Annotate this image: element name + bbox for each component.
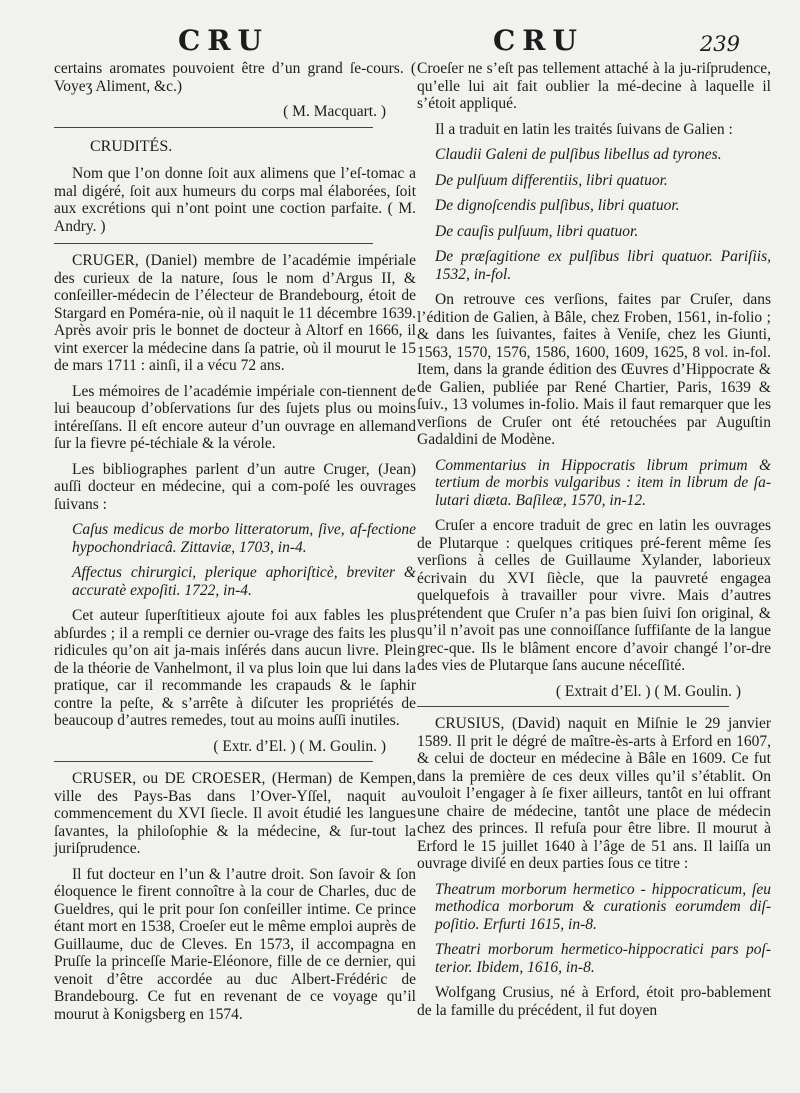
bibliographic-citation: Commentarius in Hippocratis librum primum & tertium de morbis vulgaribus : item in librum de ſa-lutari diæta. Baſileæ, 1570, in-12. xyxy=(435,456,771,509)
author-signature: ( Extrait d’El. ) ( M. Goulin. ) xyxy=(555,682,741,700)
body-paragraph: Cet auteur ſuperſtitieux ajoute foi aux fables les plus abſurdes ; il a rempli ce dernier ou-vrage des faits les plus ridicules qu’on ait ja-mais inſérés dans aucun livre. Plein de la théorie de Vanhelmont, il va plus loin que lui dans la pratique, car il recommande les crapauds & le ſaphir contre la peſte, & s’arrête à diſcuter les propriétés de beaucoup d’autres remedes, tout au moins auſſi inutiles. xyxy=(54,607,416,729)
entry-separator xyxy=(54,761,373,762)
body-paragraph: Wolfgang Crusius, né à Erford, étoit pro-bablement de la famille du précédent, il fut doyen xyxy=(417,984,771,1019)
body-paragraph: Croeſer ne s’eſt pas tellement attaché à la ju-riſprudence, qu’elle lui ait fait oublier la mé-decine à laquelle il s’étoit appliqué. xyxy=(417,60,771,112)
bibliographic-citation: Caſus medicus de morbo litteratorum, ſive, af-fectione hypochondriacâ. Zittaviæ, 1703, in-4. xyxy=(72,521,416,556)
author-signature: ( M. Macquart. ) xyxy=(283,103,386,120)
entry-separator xyxy=(54,127,373,128)
body-paragraph: CRUSIUS, (David) naquit en Miſnie le 29 janvier 1589. Il prit le dégré de maître-ès-arts à Erford en 1607, & celui de docteur en médecine à Bâle en 1609. Ce fut dans la première de ces deux villes qu’il s’établit. On vouloit l’engager à ſe fixer ailleurs, tantôt en lui offrant une chaire de médecine, tantôt une place de médecin chez des princes. Il refuſa pour être libre. Il mourut à Erford le 15 juillet 1640 à l’âge de 51 ans. Il laiſſa un ouvrage diviſé en deux parties ſous ce titre : xyxy=(417,715,771,872)
bibliographic-citation: De præſagitione ex pulſibus libri quatuor. Pariſiis, 1532, in-fol. xyxy=(435,248,771,283)
body-paragraph: certains aromates pouvoient être d’un grand ſe-cours. ( Voyeʒ Aliment, &c.) xyxy=(54,60,416,95)
right-column xyxy=(417,60,771,1027)
bibliographic-citation: Theatrum morborum hermetico - hippocraticum, ſeu methodica morborum & curationis eorumdem diſ-poſitio. Erfurti 1615, in-8. xyxy=(435,880,771,933)
body-paragraph: Les bibliographes parlent d’un autre Cruger, (Jean) auſſi docteur en médecine, qui a com-poſé les ouvrages ſuivans : xyxy=(54,460,416,513)
body-paragraph: Il a traduit en latin les traités ſuivans de Galien : xyxy=(435,120,733,138)
running-head-left: CRU xyxy=(178,24,269,57)
author-signature: ( Extr. d’El. ) ( M. Goulin. ) xyxy=(213,737,386,755)
body-paragraph: Cruſer a encore traduit de grec en latin les ouvrages de Plutarque : quelques critiques pré-ferent même ſes verſions à celles de Guillaume Xylander, laborieux écrivain du XVI ſiècle, que la pauvreté engagea quelquefois à travailler pour vivre. Mais d’autres prétendent que Cruſer n’a pas bien ſuivi ſon original, & qu’il n’avoit pas une connoiſſance ſuffiſante de la langue grec-que. Ils le blâment encore d’avoir changé l’or-dre des vies de Plutarque ſans aucune néceſſité. xyxy=(417,517,771,674)
page-number: 239 xyxy=(699,32,740,56)
entry-separator xyxy=(417,706,729,707)
body-paragraph: Les mémoires de l’académie impériale con-tiennent de lui beaucoup d’obſervations ſur des ſujets plus ou moins intéreſſans. Il eſt encore auteur d’un ouvrage en allemand ſur la fievre pé-téchiale & la vérole. xyxy=(54,382,416,452)
bibliographic-citation: Claudii Galeni de pulſibus libellus ad tyrones. xyxy=(435,146,722,163)
bibliographic-citation: Theatri morborum hermetico-hippocratici pars poſ-terior. Ibidem, 1616, in-8. xyxy=(435,941,771,976)
running-head-right: CRU xyxy=(493,24,584,57)
body-paragraph: On retrouve ces verſions, faites par Cruſer, dans l’édition de Galien, à Bâle, chez Froben, 1561, in-folio ; & dans les ſuivantes, faites à Veniſe, chez les Giunti, 1563, 1570, 1576, 1586, 1600, 1609, 1625, 8 vol. in-fol. Item, dans la grande édition des Œuvres d’Hippocrate & de Galien, publiée par René Chartier, Paris, 1639 & ſuiv., 13 volumes in-folio. Mais il faut remarquer que les verſions de Cruſer ont été retouchées par Auguſtin Gadaldini de Modène. xyxy=(417,291,771,448)
entry-title: CRUDITÉS. xyxy=(90,137,173,155)
body-paragraph: Il fut docteur en l’un & l’autre droit. Son ſavoir & ſon éloquence le firent connoître à la cour de Charles, duc de Gueldres, qui le prit pour ſon conſeiller intime. Ce prince étant mort en 1538, Croeſer eut le même emploi auprès de Guillaume, duc de Cleves. En 1573, il accompagna en Pruſſe la princeſſe Marie-Eléonore, fille de ce dernier, qui venoit d’être accordée au duc Albert-Frédéric de Brandebourg. Ce fut en revenant de ce voyage qu’il mourut à Konigsberg en 1574. xyxy=(54,865,416,1023)
entry-separator xyxy=(54,243,373,244)
bibliographic-citation: Affectus chirurgici, plerique aphoriſticè, breviter & accuratè expoſiti. 1722, in-4. xyxy=(72,564,416,599)
body-paragraph: CRUGER, (Daniel) membre de l’académie impériale des curieux de la nature, ſous le nom d’Argus II, & conſeiller-médecin de l’électeur de Brandebourg, étoit de Stargard en Poméra-nie, où il naquit le 11 décembre 1639. Après avoir pris le bonnet de docteur à Altorf en 1666, il vint exercer la médecine dans ſa patrie, où il mourut le 15 de mars 1711 : ainſi, il a vécu 72 ans. xyxy=(54,252,416,374)
body-paragraph: CRUSER, ou DE CROESER, (Herman) de Kempen, ville des Pays-Bas dans l’Over-Yſſel, naquit au commencement du XVI ſiecle. Il avoit étudié les langues ſavantes, la philoſophie & la médecine, & ſur-tout la juriſprudence. xyxy=(54,770,416,857)
bibliographic-citation: De dignoſcendis pulſibus, libri quatuor. xyxy=(435,197,680,214)
bibliographic-citation: De cauſis pulſuum, libri quatuor. xyxy=(435,222,639,240)
left-column xyxy=(54,60,416,1031)
body-paragraph: Nom que l’on donne ſoit aux alimens que l’eſ-tomac a mal digéré, ſoit aux humeurs du corps mal élaborées, ſoit aux excrétions qui n’ont point une coction parfaite. ( M. Andry. ) xyxy=(54,165,416,235)
bibliographic-citation: De pulſuum differentiis, libri quatuor. xyxy=(435,171,668,189)
